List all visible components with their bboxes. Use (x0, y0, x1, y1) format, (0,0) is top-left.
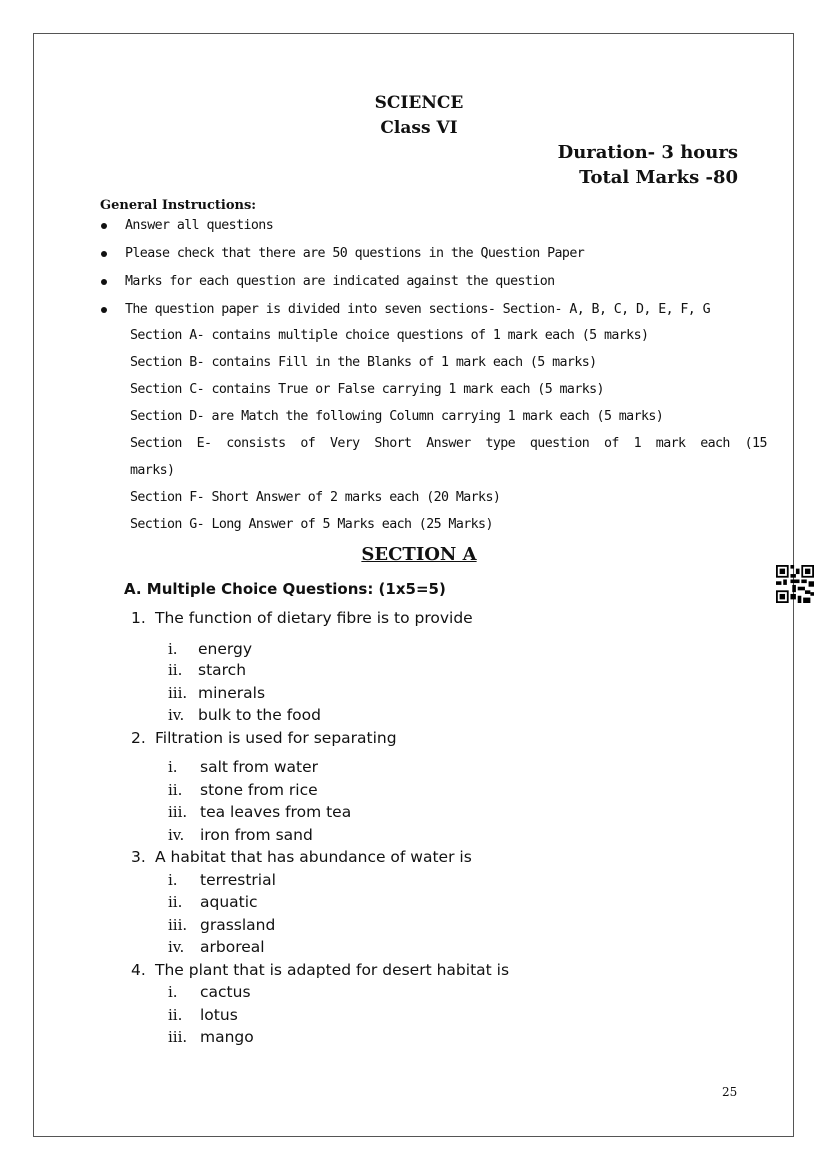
option-numeral: iii. (168, 916, 188, 934)
bullet-icon (101, 279, 107, 285)
option-numeral: iv. (168, 826, 185, 844)
section-description: marks) (130, 463, 175, 478)
question-text: Filtration is used for separating (155, 729, 397, 747)
option-numeral: iv. (168, 938, 185, 956)
instruction-item: Please check that there are 50 questions in the Question Paper (125, 246, 585, 261)
option-text: bulk to the food (198, 706, 321, 724)
instruction-item: The question paper is divided into seven sections- Section- A, B, C, D, E, F, G (125, 302, 711, 317)
bullet-icon (101, 223, 107, 229)
question-number: 3. (131, 848, 146, 866)
option-numeral: i. (168, 871, 178, 889)
question-number: 4. (131, 961, 146, 979)
option-text: grassland (200, 916, 276, 934)
option-numeral: ii. (168, 661, 183, 679)
option-text: terrestrial (200, 871, 276, 889)
instructions-heading: General Instructions: (100, 198, 257, 213)
option-numeral: ii. (168, 893, 183, 911)
option-text: stone from rice (200, 781, 318, 799)
option-text: minerals (198, 684, 266, 702)
question-text: A habitat that has abundance of water is (155, 848, 472, 866)
qr-code-icon (776, 565, 814, 603)
instruction-item: Marks for each question are indicated against the question (125, 274, 555, 289)
section-description: Section G- Long Answer of 5 Marks each (25 Marks) (130, 517, 493, 532)
option-numeral: i. (168, 640, 178, 658)
question-number: 1. (131, 609, 146, 627)
option-numeral: ii. (168, 781, 183, 799)
section-description: Section D- are Match the following Column carrying 1 mark each (5 marks) (130, 409, 664, 424)
option-numeral: i. (168, 983, 178, 1001)
class-title: Class VI (380, 118, 458, 138)
question-text: The function of dietary fibre is to provide (155, 609, 473, 627)
duration: Duration- 3 hours (557, 142, 738, 163)
instruction-item: Answer all questions (125, 218, 274, 233)
section-description: Section F- Short Answer of 2 marks each (20 Marks) (130, 490, 501, 505)
option-numeral: ii. (168, 1006, 183, 1024)
section-description: Section A- contains multiple choice questions of 1 mark each (5 marks) (130, 328, 649, 343)
option-text: salt from water (200, 758, 319, 776)
option-text: aquatic (200, 893, 258, 911)
option-text: arboreal (200, 938, 265, 956)
option-text: mango (200, 1028, 254, 1046)
total-marks: Total Marks -80 (579, 167, 738, 188)
option-text: lotus (200, 1006, 238, 1024)
option-numeral: i. (168, 758, 178, 776)
option-text: cactus (200, 983, 251, 1001)
option-numeral: iii. (168, 684, 188, 702)
section-description: Section C- contains True or False carrying 1 mark each (5 marks) (130, 382, 604, 397)
subject-title: SCIENCE (374, 93, 464, 113)
option-numeral: iii. (168, 803, 188, 821)
option-text: iron from sand (200, 826, 313, 844)
section-description: Section E- consists of Very Short Answer type question of 1 mark each (15 (130, 436, 767, 451)
question-text: The plant that is adapted for desert habitat is (155, 961, 510, 979)
question-number: 2. (131, 729, 146, 747)
section-description: Section B- contains Fill in the Blanks of 1 mark each (5 marks) (130, 355, 597, 370)
mcq-heading: A. Multiple Choice Questions: (1x5=5) (124, 580, 446, 598)
page-number: 25 (722, 1085, 738, 1099)
option-text: energy (198, 640, 253, 658)
option-text: starch (198, 661, 247, 679)
option-numeral: iii. (168, 1028, 188, 1046)
option-numeral: iv. (168, 706, 185, 724)
section-a-title: SECTION A (361, 544, 477, 565)
bullet-icon (101, 307, 107, 313)
option-text: tea leaves from tea (200, 803, 352, 821)
bullet-icon (101, 251, 107, 257)
